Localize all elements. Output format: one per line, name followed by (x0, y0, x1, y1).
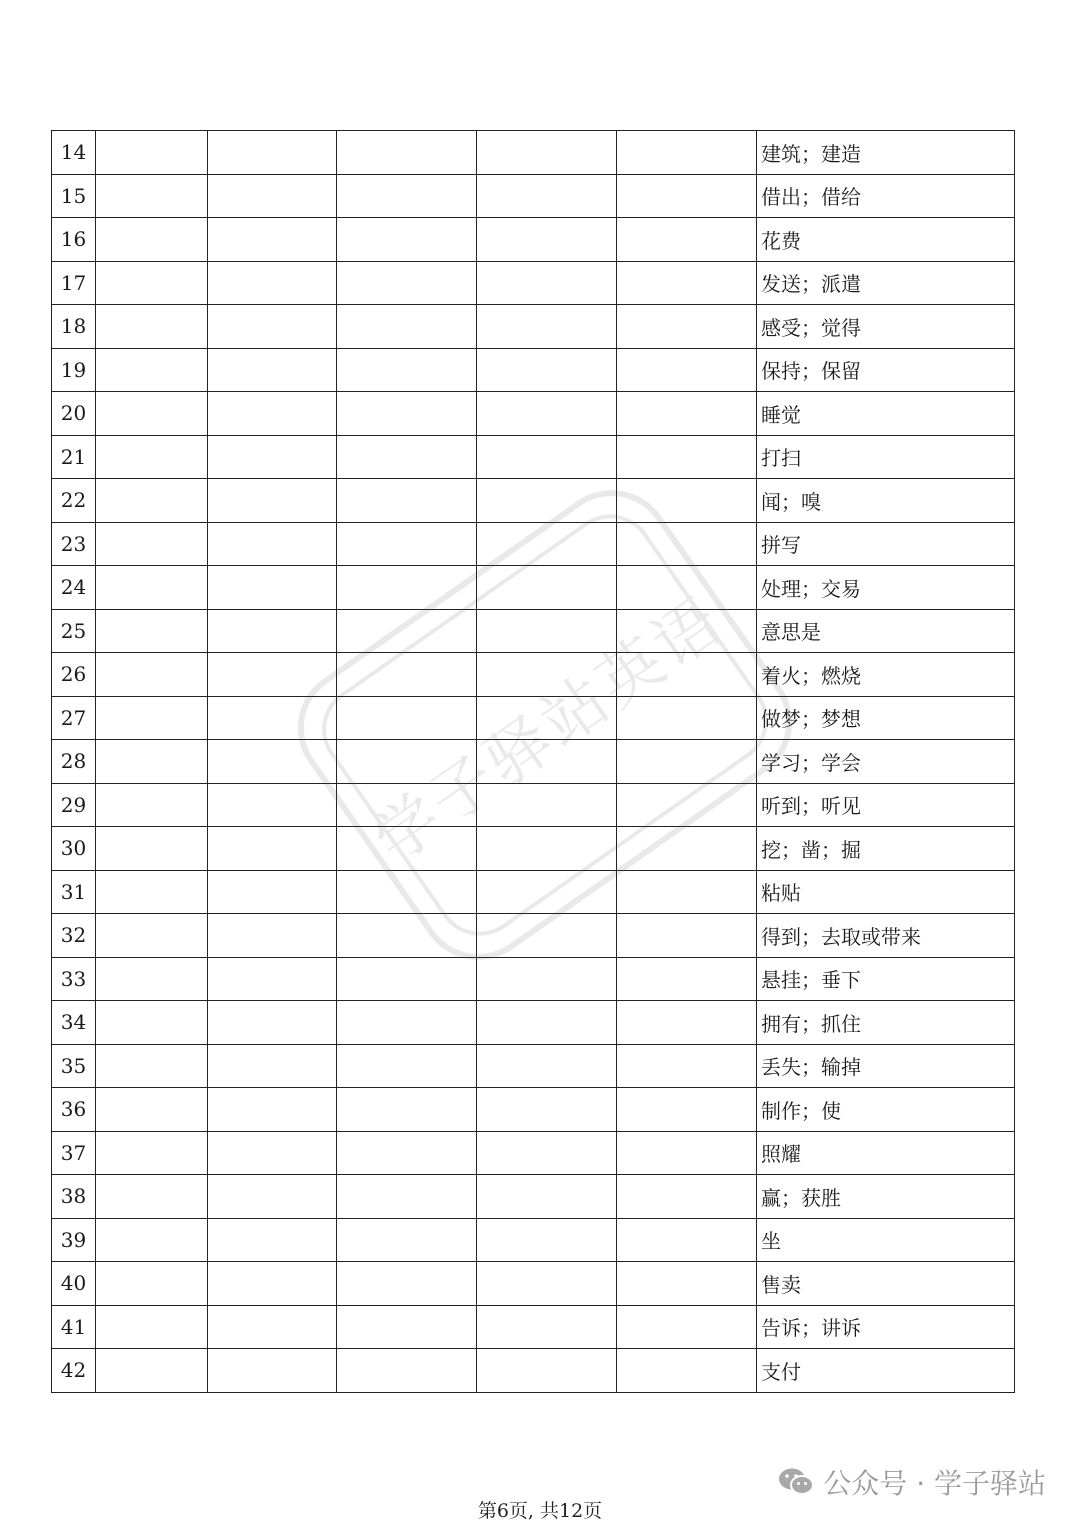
answer-blank-cell[interactable] (208, 783, 337, 827)
chinese-meaning: 听到；听见 (757, 783, 1015, 827)
answer-blank-cell[interactable] (96, 870, 208, 914)
table-row (52, 174, 1015, 218)
table-row (52, 348, 1015, 392)
answer-blank-cell[interactable] (617, 218, 757, 262)
row-number: 35 (52, 1044, 96, 1088)
watermark-text: 学子驿站英语 (360, 583, 738, 879)
answer-blank-cell[interactable] (96, 131, 208, 175)
answer-blank-cell[interactable] (337, 1262, 477, 1306)
answer-blank-cell[interactable] (477, 609, 617, 653)
answer-blank-cell[interactable] (96, 914, 208, 958)
table-row (52, 609, 1015, 653)
answer-blank-cell[interactable] (96, 1001, 208, 1045)
answer-blank-cell[interactable] (337, 957, 477, 1001)
row-number: 19 (52, 348, 96, 392)
table-row (52, 566, 1015, 610)
table-row (52, 218, 1015, 262)
table-row (52, 957, 1015, 1001)
chinese-meaning: 丢失；输掉 (757, 1044, 1015, 1088)
row-number: 15 (52, 174, 96, 218)
chinese-meaning: 花费 (757, 218, 1015, 262)
answer-blank-cell[interactable] (208, 827, 337, 871)
answer-blank-cell[interactable] (617, 1175, 757, 1219)
chinese-meaning: 赢；获胜 (757, 1175, 1015, 1219)
answer-blank-cell[interactable] (617, 435, 757, 479)
answer-blank-cell[interactable] (617, 1131, 757, 1175)
chinese-meaning: 处理；交易 (757, 566, 1015, 610)
answer-blank-cell[interactable] (337, 740, 477, 784)
answer-blank-cell[interactable] (208, 392, 337, 436)
table-row (52, 1262, 1015, 1306)
chinese-meaning: 制作；使 (757, 1088, 1015, 1132)
answer-blank-cell[interactable] (96, 1131, 208, 1175)
answer-blank-cell[interactable] (337, 609, 477, 653)
chinese-meaning: 睡觉 (757, 392, 1015, 436)
table-row (52, 1349, 1015, 1393)
chinese-meaning: 支付 (757, 1349, 1015, 1393)
answer-blank-cell[interactable] (477, 870, 617, 914)
row-number: 40 (52, 1262, 96, 1306)
answer-blank-cell[interactable] (617, 1001, 757, 1045)
answer-blank-cell[interactable] (477, 1088, 617, 1132)
answer-blank-cell[interactable] (477, 827, 617, 871)
answer-blank-cell[interactable] (337, 435, 477, 479)
chinese-meaning: 打扫 (757, 435, 1015, 479)
answer-blank-cell[interactable] (617, 957, 757, 1001)
row-number: 14 (52, 131, 96, 175)
answer-blank-cell[interactable] (208, 1349, 337, 1393)
answer-blank-cell[interactable] (617, 609, 757, 653)
answer-blank-cell[interactable] (337, 522, 477, 566)
answer-blank-cell[interactable] (208, 1262, 337, 1306)
answer-blank-cell[interactable] (337, 1131, 477, 1175)
chinese-meaning: 悬挂；垂下 (757, 957, 1015, 1001)
chinese-meaning: 拼写 (757, 522, 1015, 566)
table-row (52, 1001, 1015, 1045)
row-number: 16 (52, 218, 96, 262)
answer-blank-cell[interactable] (477, 435, 617, 479)
answer-blank-cell[interactable] (477, 740, 617, 784)
answer-blank-cell[interactable] (96, 305, 208, 349)
answer-blank-cell[interactable] (477, 566, 617, 610)
wechat-icon (777, 1467, 815, 1497)
answer-blank-cell[interactable] (337, 174, 477, 218)
answer-blank-cell[interactable] (337, 1305, 477, 1349)
answer-blank-cell[interactable] (96, 1044, 208, 1088)
answer-blank-cell[interactable] (208, 740, 337, 784)
answer-blank-cell[interactable] (96, 1175, 208, 1219)
answer-blank-cell[interactable] (617, 261, 757, 305)
vocabulary-table (51, 130, 1015, 1393)
answer-blank-cell[interactable] (477, 305, 617, 349)
answer-blank-cell[interactable] (477, 1349, 617, 1393)
answer-blank-cell[interactable] (617, 870, 757, 914)
answer-blank-cell[interactable] (208, 218, 337, 262)
answer-blank-cell[interactable] (208, 957, 337, 1001)
answer-blank-cell[interactable] (477, 957, 617, 1001)
answer-blank-cell[interactable] (337, 1001, 477, 1045)
answer-blank-cell[interactable] (477, 261, 617, 305)
answer-blank-cell[interactable] (208, 609, 337, 653)
chinese-meaning: 闻；嗅 (757, 479, 1015, 523)
chinese-meaning: 坐 (757, 1218, 1015, 1262)
answer-blank-cell[interactable] (337, 914, 477, 958)
table-row (52, 740, 1015, 784)
answer-blank-cell[interactable] (208, 1305, 337, 1349)
answer-blank-cell[interactable] (617, 1088, 757, 1132)
answer-blank-cell[interactable] (617, 522, 757, 566)
answer-blank-cell[interactable] (96, 261, 208, 305)
table-row (52, 1088, 1015, 1132)
table-row (52, 479, 1015, 523)
answer-blank-cell[interactable] (477, 1218, 617, 1262)
chinese-meaning: 发送；派遣 (757, 261, 1015, 305)
answer-blank-cell[interactable] (96, 1349, 208, 1393)
answer-blank-cell[interactable] (337, 392, 477, 436)
row-number: 29 (52, 783, 96, 827)
chinese-meaning: 做梦；梦想 (757, 696, 1015, 740)
answer-blank-cell[interactable] (208, 435, 337, 479)
answer-blank-cell[interactable] (617, 305, 757, 349)
answer-blank-cell[interactable] (337, 1044, 477, 1088)
answer-blank-cell[interactable] (617, 1349, 757, 1393)
chinese-meaning: 感受；觉得 (757, 305, 1015, 349)
row-number: 42 (52, 1349, 96, 1393)
row-number: 33 (52, 957, 96, 1001)
answer-blank-cell[interactable] (96, 957, 208, 1001)
answer-blank-cell[interactable] (337, 218, 477, 262)
row-number: 37 (52, 1131, 96, 1175)
chinese-meaning: 拥有；抓住 (757, 1001, 1015, 1045)
answer-blank-cell[interactable] (96, 827, 208, 871)
chinese-meaning: 挖；凿；掘 (757, 827, 1015, 871)
table-row (52, 435, 1015, 479)
answer-blank-cell[interactable] (96, 435, 208, 479)
row-number: 34 (52, 1001, 96, 1045)
answer-blank-cell[interactable] (96, 392, 208, 436)
chinese-meaning: 粘贴 (757, 870, 1015, 914)
row-number: 39 (52, 1218, 96, 1262)
table-row (52, 1131, 1015, 1175)
answer-blank-cell[interactable] (208, 174, 337, 218)
answer-blank-cell[interactable] (337, 783, 477, 827)
answer-blank-cell[interactable] (617, 696, 757, 740)
answer-blank-cell[interactable] (337, 566, 477, 610)
answer-blank-cell[interactable] (337, 261, 477, 305)
answer-blank-cell[interactable] (337, 479, 477, 523)
answer-blank-cell[interactable] (96, 348, 208, 392)
answer-blank-cell[interactable] (477, 522, 617, 566)
table-row (52, 827, 1015, 871)
row-number: 30 (52, 827, 96, 871)
answer-blank-cell[interactable] (208, 131, 337, 175)
row-number: 28 (52, 740, 96, 784)
answer-blank-cell[interactable] (208, 1218, 337, 1262)
answer-blank-cell[interactable] (617, 827, 757, 871)
answer-blank-cell[interactable] (617, 653, 757, 697)
answer-blank-cell[interactable] (617, 914, 757, 958)
table-row (52, 392, 1015, 436)
answer-blank-cell[interactable] (96, 522, 208, 566)
answer-blank-cell[interactable] (96, 174, 208, 218)
table-row (52, 696, 1015, 740)
answer-blank-cell[interactable] (208, 1044, 337, 1088)
row-number: 20 (52, 392, 96, 436)
table-row (52, 522, 1015, 566)
chinese-meaning: 保持；保留 (757, 348, 1015, 392)
answer-blank-cell[interactable] (477, 783, 617, 827)
answer-blank-cell[interactable] (208, 914, 337, 958)
row-number: 24 (52, 566, 96, 610)
answer-blank-cell[interactable] (617, 783, 757, 827)
row-number: 27 (52, 696, 96, 740)
answer-blank-cell[interactable] (617, 1262, 757, 1306)
answer-blank-cell[interactable] (208, 522, 337, 566)
vocabulary-table-body (52, 131, 1015, 1393)
table-row (52, 1218, 1015, 1262)
chinese-meaning: 学习；学会 (757, 740, 1015, 784)
table-row (52, 261, 1015, 305)
row-number: 36 (52, 1088, 96, 1132)
answer-blank-cell[interactable] (208, 305, 337, 349)
table-row (52, 131, 1015, 175)
answer-blank-cell[interactable] (337, 827, 477, 871)
row-number: 25 (52, 609, 96, 653)
table-row (52, 653, 1015, 697)
answer-blank-cell[interactable] (477, 479, 617, 523)
row-number: 22 (52, 479, 96, 523)
answer-blank-cell[interactable] (96, 479, 208, 523)
answer-blank-cell[interactable] (96, 1088, 208, 1132)
answer-blank-cell[interactable] (208, 870, 337, 914)
page-number-label: 第6页, 共12页 (477, 1500, 603, 1522)
row-number: 31 (52, 870, 96, 914)
answer-blank-cell[interactable] (617, 1218, 757, 1262)
answer-blank-cell[interactable] (208, 653, 337, 697)
answer-blank-cell[interactable] (337, 696, 477, 740)
chinese-meaning: 借出；借给 (757, 174, 1015, 218)
answer-blank-cell[interactable] (96, 653, 208, 697)
answer-blank-cell[interactable] (477, 218, 617, 262)
chinese-meaning: 得到；去取或带来 (757, 914, 1015, 958)
answer-blank-cell[interactable] (337, 1218, 477, 1262)
table-row (52, 1175, 1015, 1219)
answer-blank-cell[interactable] (617, 566, 757, 610)
answer-blank-cell[interactable] (477, 914, 617, 958)
chinese-meaning: 着火；燃烧 (757, 653, 1015, 697)
answer-blank-cell[interactable] (208, 1088, 337, 1132)
answer-blank-cell[interactable] (477, 1001, 617, 1045)
row-number: 41 (52, 1305, 96, 1349)
answer-blank-cell[interactable] (208, 696, 337, 740)
answer-blank-cell[interactable] (96, 783, 208, 827)
answer-blank-cell[interactable] (337, 305, 477, 349)
answer-blank-cell[interactable] (477, 1262, 617, 1306)
chinese-meaning: 告诉；讲诉 (757, 1305, 1015, 1349)
brand-text: 公众号 · 学子驿站 (823, 1467, 1046, 1500)
table-row (52, 783, 1015, 827)
answer-blank-cell[interactable] (477, 1131, 617, 1175)
answer-blank-cell[interactable] (617, 740, 757, 784)
answer-blank-cell[interactable] (617, 348, 757, 392)
answer-blank-cell[interactable] (208, 479, 337, 523)
answer-blank-cell[interactable] (208, 1001, 337, 1045)
answer-blank-cell[interactable] (337, 1088, 477, 1132)
answer-blank-cell[interactable] (208, 566, 337, 610)
row-number: 23 (52, 522, 96, 566)
row-number: 17 (52, 261, 96, 305)
answer-blank-cell[interactable] (337, 348, 477, 392)
answer-blank-cell[interactable] (208, 1131, 337, 1175)
answer-blank-cell[interactable] (477, 392, 617, 436)
row-number: 18 (52, 305, 96, 349)
answer-blank-cell[interactable] (337, 870, 477, 914)
answer-blank-cell[interactable] (477, 1044, 617, 1088)
answer-blank-cell[interactable] (96, 1262, 208, 1306)
table-row (52, 1044, 1015, 1088)
chinese-meaning: 建筑；建造 (757, 131, 1015, 175)
answer-blank-cell[interactable] (477, 174, 617, 218)
answer-blank-cell[interactable] (617, 1044, 757, 1088)
answer-blank-cell[interactable] (337, 653, 477, 697)
answer-blank-cell[interactable] (208, 348, 337, 392)
answer-blank-cell[interactable] (477, 348, 617, 392)
answer-blank-cell[interactable] (617, 174, 757, 218)
answer-blank-cell[interactable] (96, 1218, 208, 1262)
answer-blank-cell[interactable] (477, 653, 617, 697)
row-number: 32 (52, 914, 96, 958)
answer-blank-cell[interactable] (208, 261, 337, 305)
answer-blank-cell[interactable] (96, 740, 208, 784)
chinese-meaning: 意思是 (757, 609, 1015, 653)
chinese-meaning: 照耀 (757, 1131, 1015, 1175)
table-row (52, 1305, 1015, 1349)
row-number: 38 (52, 1175, 96, 1219)
row-number: 21 (52, 435, 96, 479)
answer-blank-cell[interactable] (96, 218, 208, 262)
answer-blank-cell[interactable] (96, 696, 208, 740)
answer-blank-cell[interactable] (617, 1305, 757, 1349)
chinese-meaning: 售卖 (757, 1262, 1015, 1306)
answer-blank-cell[interactable] (96, 609, 208, 653)
answer-blank-cell[interactable] (477, 696, 617, 740)
answer-blank-cell[interactable] (337, 1349, 477, 1393)
answer-blank-cell[interactable] (337, 131, 477, 175)
page-footer (0, 1496, 1080, 1523)
answer-blank-cell[interactable] (337, 1175, 477, 1219)
answer-blank-cell[interactable] (617, 131, 757, 175)
answer-blank-cell[interactable] (208, 1175, 337, 1219)
table-row (52, 305, 1015, 349)
table-row (52, 870, 1015, 914)
table-row (52, 914, 1015, 958)
answer-blank-cell[interactable] (96, 566, 208, 610)
answer-blank-cell[interactable] (617, 479, 757, 523)
answer-blank-cell[interactable] (477, 1305, 617, 1349)
answer-blank-cell[interactable] (477, 131, 617, 175)
row-number: 26 (52, 653, 96, 697)
answer-blank-cell[interactable] (617, 392, 757, 436)
answer-blank-cell[interactable] (96, 1305, 208, 1349)
answer-blank-cell[interactable] (477, 1175, 617, 1219)
